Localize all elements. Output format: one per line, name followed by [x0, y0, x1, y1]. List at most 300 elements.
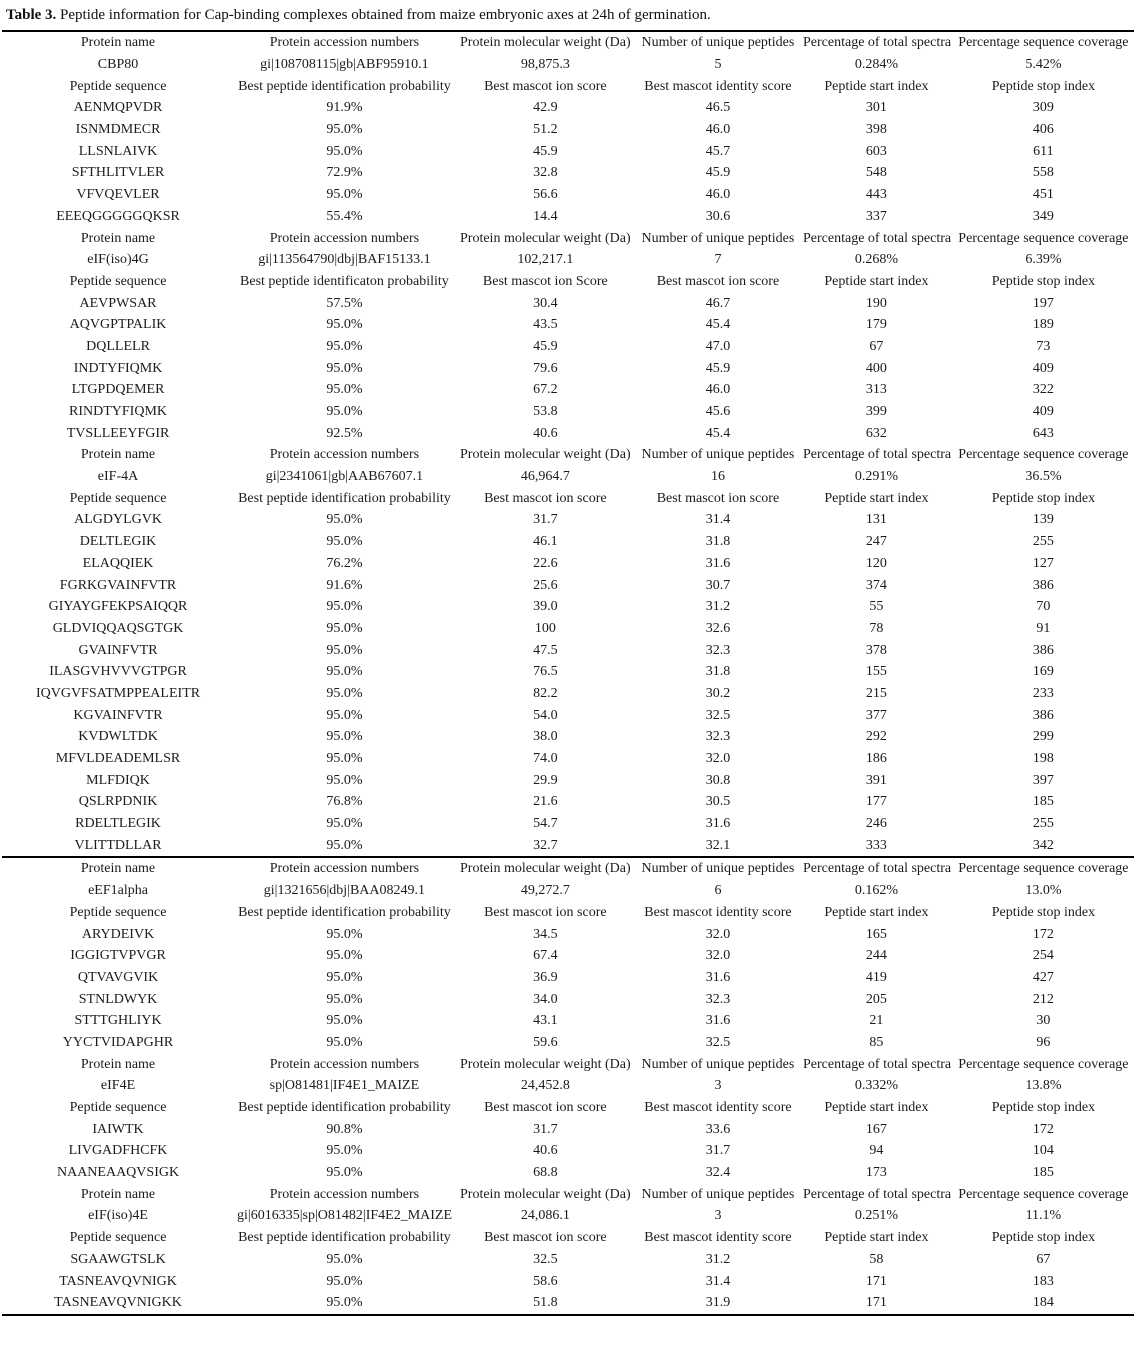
- peptide-data-row: [2, 945, 1134, 967]
- peptide-start-cell: 179: [865, 317, 887, 333]
- peptide-stop-cell-header: Peptide stop index: [991, 904, 1096, 920]
- protein-header-row: [2, 444, 1134, 466]
- total-spectra-cell-header: Percentage of total spectra: [803, 230, 952, 246]
- identification-probability-cell: 95.0%: [326, 1143, 363, 1159]
- protein-mw-cell: 102,217.1: [517, 252, 574, 268]
- peptide-stop-cell: 139: [1032, 512, 1054, 528]
- identification-probability-cell: 95.0%: [326, 1251, 363, 1267]
- peptide-data-row: [2, 1118, 1134, 1140]
- peptide-start-cell: 165: [865, 926, 887, 942]
- mascot-ion-score-cell: 100: [534, 620, 556, 636]
- mascot-ion-score-cell: 67.2: [533, 382, 558, 398]
- identification-probability-cell: 95.0%: [326, 338, 363, 354]
- peptide-start-cell-header: Peptide start index: [824, 490, 929, 506]
- mascot-ion-score-cell-header: Best mascot ion score: [484, 78, 607, 94]
- mascot-identity-score-cell: 31.6: [705, 969, 731, 985]
- protein-name-cell: eEF1alpha: [88, 883, 148, 899]
- peptide-data-row: [2, 357, 1134, 379]
- peptide-start-cell: 443: [865, 187, 887, 203]
- mascot-ion-score-cell: 51.2: [533, 122, 558, 138]
- identification-probability-cell: 95.0%: [326, 382, 363, 398]
- peptide-stop-cell-header: Peptide stop index: [991, 1100, 1096, 1116]
- peptide-data-row: [2, 140, 1134, 162]
- peptide-start-cell: 131: [865, 512, 887, 528]
- peptide-data-row: [2, 119, 1134, 141]
- mascot-ion-score-cell: 39.0: [533, 599, 558, 615]
- total-spectra-cell: 0.284%: [854, 57, 898, 73]
- peptide-sequence-cell: SGAAWGTSLK: [70, 1251, 166, 1267]
- protein-accession-cell-header: Protein accession numbers: [269, 447, 420, 463]
- peptide-sequence-cell: ELAQQIEK: [82, 555, 154, 571]
- peptide-data-row: [2, 162, 1134, 184]
- protein-accession-cell-header: Protein accession numbers: [269, 1186, 420, 1202]
- peptide-start-cell: 391: [865, 772, 887, 788]
- peptide-sequence-cell-header: Peptide sequence: [69, 273, 167, 289]
- peptide-start-cell: 21: [869, 1013, 884, 1029]
- protein-mw-cell: 24,452.8: [520, 1078, 570, 1094]
- mascot-identity-score-cell: 32.3: [705, 729, 731, 745]
- peptide-data-row: [2, 336, 1134, 358]
- peptide-data-row: [2, 618, 1134, 640]
- identification-probability-cell: 95.0%: [326, 1013, 363, 1029]
- peptide-start-cell: 186: [865, 751, 887, 767]
- mascot-identity-score-cell-header: Best mascot identity score: [644, 1230, 792, 1246]
- protein-accession-cell-header: Protein accession numbers: [269, 230, 420, 246]
- mascot-identity-score-cell: 30.6: [705, 208, 731, 224]
- protein-mw-cell-header: Protein molecular weight (Da): [460, 447, 631, 463]
- peptide-sequence-cell: IQVGVFSATMPPEALEITR: [35, 685, 201, 701]
- peptide-stop-cell: 233: [1032, 685, 1054, 701]
- peptide-stop-cell: 406: [1032, 122, 1054, 138]
- peptide-start-cell: 374: [865, 577, 887, 593]
- peptide-header-row: [2, 1097, 1134, 1119]
- mascot-identity-score-cell: 32.0: [705, 948, 731, 964]
- mascot-identity-score-cell-header: Best mascot ion score: [656, 273, 780, 289]
- protein-mw-cell: 49,272.7: [520, 883, 570, 899]
- peptide-stop-cell: 172: [1032, 926, 1054, 942]
- identification-probability-cell: 90.8%: [326, 1121, 363, 1137]
- protein-mw-cell-header: Protein molecular weight (Da): [460, 230, 631, 246]
- peptide-sequence-cell: TASNEAVQVNIGK: [59, 1273, 177, 1289]
- mascot-ion-score-cell: 68.8: [533, 1165, 558, 1181]
- peptide-data-row: [2, 422, 1134, 444]
- protein-accession-cell: gi|113564790|dbj|BAF15133.1: [258, 252, 431, 268]
- peptide-data-row: [2, 988, 1134, 1010]
- peptide-sequence-cell-header: Peptide sequence: [69, 1100, 167, 1116]
- identification-probability-cell: 95.0%: [326, 642, 363, 658]
- mascot-identity-score-cell: 31.7: [705, 1143, 731, 1159]
- protein-name-cell-header: Protein name: [2, 857, 234, 880]
- protein-data-row: [2, 1075, 1134, 1097]
- identification-probability-cell-header: Best peptide identificaton probability: [240, 273, 449, 289]
- mascot-ion-score-cell: 42.9: [533, 100, 558, 116]
- sequence-coverage-cell-header: Percentage sequence coverage: [953, 857, 1134, 880]
- peptide-stop-cell: 386: [1032, 707, 1054, 723]
- total-spectra-cell: 0.268%: [854, 252, 898, 268]
- peptide-start-cell-header: Peptide start index: [824, 1230, 929, 1246]
- identification-probability-cell: 95.0%: [326, 317, 363, 333]
- peptide-stop-cell: 643: [1032, 425, 1054, 441]
- mascot-ion-score-cell: 32.5: [533, 1251, 558, 1267]
- mascot-identity-score-cell-header: Best mascot identity score: [644, 1100, 792, 1116]
- peptide-start-cell: 603: [865, 143, 887, 159]
- mascot-identity-score-cell: 45.6: [705, 404, 731, 420]
- mascot-ion-score-cell: 36.9: [533, 969, 558, 985]
- peptide-stop-cell: 172: [1032, 1121, 1054, 1137]
- peptide-sequence-cell: EEEQGGGGGQKSR: [56, 208, 180, 224]
- peptide-header-row: [2, 271, 1134, 293]
- protein-data-row: [2, 249, 1134, 271]
- peptide-start-cell: 246: [865, 816, 887, 832]
- peptide-stop-cell: 70: [1036, 599, 1051, 615]
- total-spectra-cell: 0.291%: [854, 469, 898, 485]
- peptide-start-cell: 120: [865, 555, 887, 571]
- mascot-ion-score-cell: 21.6: [533, 794, 558, 810]
- protein-data-row: [2, 880, 1134, 902]
- identification-probability-cell: 95.0%: [326, 143, 363, 159]
- identification-probability-cell: 95.0%: [326, 599, 363, 615]
- peptide-sequence-cell: IGGIGTVPVGR: [70, 948, 166, 964]
- peptide-sequence-cell: QSLRPDNIK: [78, 794, 158, 810]
- peptide-sequence-cell: DQLLELR: [86, 338, 150, 354]
- peptide-data-row: [2, 661, 1134, 683]
- protein-accession-cell: gi|6016335|sp|O81482|IF4E2_MAIZE: [237, 1208, 453, 1224]
- identification-probability-cell: 55.4%: [326, 208, 363, 224]
- peptide-sequence-cell: LLSNLAIVK: [78, 143, 158, 159]
- mascot-ion-score-cell: 58.6: [533, 1273, 558, 1289]
- protein-name-cell-header: Protein name: [80, 1056, 156, 1072]
- peptide-sequence-cell: STTTGHLIYK: [74, 1013, 162, 1029]
- mascot-identity-score-cell: 30.8: [705, 772, 731, 788]
- peptide-sequence-cell: KVDWLTDK: [78, 729, 158, 745]
- peptide-data-row: [2, 748, 1134, 770]
- peptide-data-row: [2, 1162, 1134, 1184]
- peptide-sequence-cell: INDTYFIQMK: [73, 360, 163, 376]
- mascot-ion-score-cell: 34.0: [533, 991, 558, 1007]
- protein-accession-cell: gi|1321656|dbj|BAA08249.1: [263, 883, 426, 899]
- peptide-data-row: [2, 379, 1134, 401]
- identification-probability-cell: 95.0%: [326, 707, 363, 723]
- protein-header-row: [2, 857, 1134, 880]
- total-spectra-cell-header: Percentage of total spectra: [803, 35, 952, 51]
- peptide-sequence-cell: MLFDIQK: [86, 772, 150, 788]
- mascot-identity-score-cell: 32.0: [705, 926, 731, 942]
- peptide-start-cell: 171: [865, 1295, 887, 1311]
- peptide-stop-cell: 427: [1032, 969, 1054, 985]
- peptide-start-cell: 205: [865, 991, 887, 1007]
- mascot-ion-score-cell: 74.0: [533, 751, 558, 767]
- total-spectra-cell-header: Percentage of total spectra: [800, 857, 953, 880]
- protein-name-cell: CBP80: [97, 57, 139, 73]
- unique-peptides-cell: 16: [710, 469, 725, 485]
- unique-peptides-cell-header: Number of unique peptides: [636, 857, 800, 880]
- protein-name-cell-header: Protein name: [80, 447, 156, 463]
- protein-header-row: [2, 227, 1134, 249]
- sequence-coverage-cell: 6.39%: [1025, 252, 1062, 268]
- protein-data-row: [2, 1205, 1134, 1227]
- mascot-identity-score-cell: 46.0: [705, 187, 731, 203]
- mascot-identity-score-cell: 32.0: [705, 751, 731, 767]
- peptide-stop-cell: 104: [1032, 1143, 1054, 1159]
- peptide-data-row: [2, 574, 1134, 596]
- peptide-start-cell: 378: [865, 642, 887, 658]
- sequence-coverage-cell-header: Percentage sequence coverage: [958, 230, 1129, 246]
- peptide-start-cell: 85: [869, 1034, 884, 1050]
- mascot-identity-score-cell: 32.5: [705, 707, 731, 723]
- mascot-identity-score-cell: 31.2: [705, 599, 731, 615]
- mascot-ion-score-cell: 14.4: [533, 208, 558, 224]
- unique-peptides-cell: 3: [714, 1078, 722, 1094]
- mascot-ion-score-cell: 32.8: [533, 165, 558, 181]
- peptide-stop-cell: 30: [1036, 1013, 1051, 1029]
- mascot-ion-score-cell: 38.0: [533, 729, 558, 745]
- peptide-stop-cell: 197: [1032, 295, 1054, 311]
- peptide-data-row: [2, 769, 1134, 791]
- peptide-sequence-cell: YYCTVIDAPGHR: [62, 1034, 174, 1050]
- protein-name-cell: eIF-4A: [97, 469, 139, 485]
- identification-probability-cell: 95.0%: [326, 620, 363, 636]
- identification-probability-cell: 72.9%: [326, 165, 363, 181]
- peptide-stop-cell: 254: [1032, 948, 1054, 964]
- peptide-header-row: [2, 902, 1134, 924]
- peptide-stop-cell: 299: [1032, 729, 1054, 745]
- peptide-sequence-cell: TASNEAVQVNIGKK: [54, 1295, 182, 1311]
- mascot-identity-score-cell: 32.3: [705, 642, 731, 658]
- protein-accession-cell-header: Protein accession numbers: [269, 1056, 420, 1072]
- peptide-stop-cell: 397: [1032, 772, 1054, 788]
- peptide-stop-cell: 212: [1032, 991, 1054, 1007]
- peptide-stop-cell-header: Peptide stop index: [991, 273, 1096, 289]
- identification-probability-cell: 95.0%: [326, 360, 363, 376]
- peptide-sequence-cell: SFTHLITVLER: [71, 165, 165, 181]
- protein-name-cell: eIF(iso)4E: [88, 1208, 148, 1224]
- peptide-stop-cell: 386: [1032, 577, 1054, 593]
- identification-probability-cell-header: Best peptide identification probability: [238, 904, 451, 920]
- peptide-data-row: [2, 97, 1134, 119]
- peptide-data-row: [2, 726, 1134, 748]
- mascot-identity-score-cell: 31.6: [705, 816, 731, 832]
- peptide-data-row: [2, 1292, 1134, 1315]
- peptide-data-row: [2, 791, 1134, 813]
- identification-probability-cell: 91.9%: [326, 100, 363, 116]
- peptide-stop-cell: 409: [1032, 404, 1054, 420]
- peptide-stop-cell: 409: [1032, 360, 1054, 376]
- peptide-sequence-cell: MFVLDEADEMLSR: [55, 751, 181, 767]
- identification-probability-cell: 95.0%: [326, 404, 363, 420]
- peptide-stop-cell: 349: [1032, 208, 1054, 224]
- peptide-start-cell: 94: [869, 1143, 884, 1159]
- mascot-identity-score-cell-header: Best mascot identity score: [644, 904, 792, 920]
- peptide-stop-cell: 127: [1032, 555, 1054, 571]
- peptide-start-cell: 400: [865, 360, 887, 376]
- peptide-sequence-cell-header: Peptide sequence: [69, 904, 167, 920]
- mascot-identity-score-cell: 31.4: [705, 1273, 731, 1289]
- sequence-coverage-cell: 5.42%: [1025, 57, 1062, 73]
- peptide-start-cell: 173: [865, 1165, 887, 1181]
- peptide-data-row: [2, 1249, 1134, 1271]
- mascot-identity-score-cell: 33.6: [705, 1121, 731, 1137]
- peptide-stop-cell: 451: [1032, 187, 1054, 203]
- protein-accession-cell: gi|108708115|gb|ABF95910.1: [260, 57, 429, 73]
- mascot-identity-score-cell: 45.4: [705, 317, 731, 333]
- peptide-data-row: [2, 292, 1134, 314]
- peptide-data-row: [2, 314, 1134, 336]
- peptide-stop-cell: 386: [1032, 642, 1054, 658]
- peptide-start-cell: 548: [865, 165, 887, 181]
- total-spectra-cell: 0.251%: [854, 1208, 898, 1224]
- identification-probability-cell: 76.2%: [326, 555, 363, 571]
- mascot-ion-score-cell: 76.5: [533, 664, 558, 680]
- peptide-data-row: [2, 813, 1134, 835]
- mascot-ion-score-cell: 40.6: [533, 1143, 558, 1159]
- protein-mw-cell-header: Protein molecular weight (Da): [460, 1056, 631, 1072]
- protein-header-row: [2, 1183, 1134, 1205]
- mascot-ion-score-cell-header: Best mascot ion score: [484, 490, 607, 506]
- mascot-identity-score-cell: 30.2: [705, 685, 731, 701]
- peptide-data-row: [2, 509, 1134, 531]
- protein-mw-cell: 46,964.7: [520, 469, 570, 485]
- mascot-identity-score-cell: 31.4: [705, 512, 731, 528]
- identification-probability-cell: 95.0%: [326, 772, 363, 788]
- sequence-coverage-cell: 13.0%: [1025, 883, 1062, 899]
- peptide-start-cell: 377: [865, 707, 887, 723]
- mascot-ion-score-cell: 54.0: [533, 707, 558, 723]
- peptide-sequence-cell: TVSLLEEYFGIR: [66, 425, 170, 441]
- unique-peptides-cell-header: Number of unique peptides: [641, 1186, 795, 1202]
- peptide-stop-cell: 322: [1032, 382, 1054, 398]
- mascot-identity-score-cell: 30.7: [705, 577, 731, 593]
- peptide-sequence-cell-header: Peptide sequence: [69, 78, 167, 94]
- peptide-stop-cell-header: Peptide stop index: [991, 78, 1096, 94]
- peptide-sequence-cell: VLITTDLLAR: [74, 837, 162, 853]
- protein-header-row: [2, 1053, 1134, 1075]
- unique-peptides-cell: 3: [714, 1208, 722, 1224]
- peptide-start-cell: 55: [869, 599, 884, 615]
- peptide-start-cell: 244: [865, 948, 887, 964]
- peptide-sequence-cell: LTGPDQEMER: [71, 382, 165, 398]
- unique-peptides-cell-header: Number of unique peptides: [641, 230, 795, 246]
- peptide-stop-cell: 309: [1032, 100, 1054, 116]
- peptide-header-row: [2, 487, 1134, 509]
- peptide-start-cell: 177: [865, 794, 887, 810]
- peptide-data-row: [2, 531, 1134, 553]
- peptide-data-row: [2, 553, 1134, 575]
- mascot-identity-score-cell: 45.7: [705, 143, 731, 159]
- table-caption: [6, 6, 1134, 24]
- mascot-ion-score-cell: 45.9: [533, 338, 558, 354]
- peptide-sequence-cell: NAANEAAQVSIGK: [56, 1165, 180, 1181]
- mascot-ion-score-cell: 59.6: [533, 1034, 558, 1050]
- peptide-sequence-cell: FGRKGVAINFVTR: [59, 577, 177, 593]
- peptide-start-cell: 167: [865, 1121, 887, 1137]
- peptide-sequence-cell: LIVGADFHCFK: [68, 1143, 168, 1159]
- mascot-ion-score-cell: 43.1: [533, 1013, 558, 1029]
- peptide-stop-cell: 198: [1032, 751, 1054, 767]
- peptide-stop-cell: 185: [1032, 794, 1054, 810]
- identification-probability-cell: 57.5%: [326, 295, 363, 311]
- mascot-ion-score-cell: 43.5: [533, 317, 558, 333]
- peptide-start-cell: 632: [865, 425, 887, 441]
- mascot-identity-score-cell: 31.8: [705, 534, 731, 550]
- peptide-data-row: [2, 683, 1134, 705]
- identification-probability-cell-header: Best peptide identification probability: [238, 490, 451, 506]
- sequence-coverage-cell: 36.5%: [1025, 469, 1062, 485]
- mascot-ion-score-cell: 47.5: [533, 642, 558, 658]
- mascot-identity-score-cell: 31.2: [705, 1251, 731, 1267]
- protein-accession-cell: sp|O81481|IF4E1_MAIZE: [269, 1078, 420, 1094]
- peptide-start-cell-header: Peptide start index: [824, 273, 929, 289]
- peptide-sequence-cell: RDELTLEGIK: [75, 816, 161, 832]
- peptide-stop-cell: 342: [1032, 837, 1054, 853]
- protein-name-cell: eIF(iso)4G: [87, 252, 149, 268]
- peptide-sequence-cell: GVAINFVTR: [78, 642, 158, 658]
- table-caption-label: Table 3.: [6, 7, 57, 23]
- peptide-data-row: [2, 704, 1134, 726]
- mascot-ion-score-cell: 32.7: [533, 837, 558, 853]
- mascot-identity-score-cell: 32.6: [705, 620, 731, 636]
- peptide-stop-cell: 185: [1032, 1165, 1054, 1181]
- peptide-sequence-cell: DELTLEGIK: [79, 534, 157, 550]
- peptide-sequence-cell: VFVQEVLER: [76, 187, 160, 203]
- mascot-ion-score-cell: 31.7: [533, 1121, 558, 1137]
- total-spectra-cell: 0.332%: [854, 1078, 898, 1094]
- peptide-data-row: [2, 596, 1134, 618]
- peptide-start-cell-header: Peptide start index: [824, 1100, 929, 1116]
- peptide-sequence-cell: RINDTYFIQMK: [69, 404, 168, 420]
- identification-probability-cell: 91.6%: [326, 577, 363, 593]
- peptide-sequence-cell: ISNMDMECR: [75, 122, 161, 138]
- protein-mw-cell-header: Protein molecular weight (Da): [455, 857, 636, 880]
- mascot-identity-score-cell: 45.4: [705, 425, 731, 441]
- peptide-start-cell: 292: [865, 729, 887, 745]
- mascot-ion-score-cell: 30.4: [533, 295, 558, 311]
- unique-peptides-cell: 6: [714, 883, 722, 899]
- mascot-ion-score-cell-header: Best mascot ion score: [484, 904, 607, 920]
- peptide-stop-cell: 91: [1036, 620, 1051, 636]
- unique-peptides-cell: 7: [714, 252, 722, 268]
- peptide-stop-cell: 73: [1036, 338, 1051, 354]
- sequence-coverage-cell-header: Percentage sequence coverage: [958, 1056, 1129, 1072]
- mascot-ion-score-cell: 46.1: [533, 534, 558, 550]
- mascot-identity-score-cell: 31.9: [705, 1295, 731, 1311]
- peptide-sequence-cell: IAIWTK: [92, 1121, 144, 1137]
- mascot-ion-score-cell: 31.7: [533, 512, 558, 528]
- mascot-ion-score-cell: 56.6: [533, 187, 558, 203]
- identification-probability-cell: 76.8%: [326, 794, 363, 810]
- protein-header-row: [2, 31, 1134, 54]
- peptide-start-cell: 419: [865, 969, 887, 985]
- protein-name-cell: eIF4E: [100, 1078, 136, 1094]
- peptide-data-row: [2, 967, 1134, 989]
- peptide-sequence-cell: ARYDEIVK: [81, 926, 155, 942]
- identification-probability-cell: 95.0%: [326, 1273, 363, 1289]
- peptide-stop-cell: 611: [1033, 143, 1054, 159]
- mascot-identity-score-cell: 46.7: [705, 295, 731, 311]
- mascot-ion-score-cell-header: Best mascot ion score: [484, 1100, 607, 1116]
- unique-peptides-cell-header: Number of unique peptides: [641, 447, 795, 463]
- peptide-sequence-cell: AQVGPTPALIK: [69, 317, 167, 333]
- mascot-identity-score-cell: 46.0: [705, 122, 731, 138]
- identification-probability-cell: 95.0%: [326, 1034, 363, 1050]
- peptide-sequence-cell-header: Peptide sequence: [69, 490, 167, 506]
- peptide-stop-cell: 183: [1032, 1273, 1054, 1289]
- mascot-ion-score-cell: 45.9: [533, 143, 558, 159]
- mascot-ion-score-cell-header: Best mascot ion Score: [482, 273, 608, 289]
- identification-probability-cell: 95.0%: [326, 1295, 363, 1311]
- identification-probability-cell: 95.0%: [326, 816, 363, 832]
- peptide-data-row: [2, 206, 1134, 228]
- mascot-identity-score-cell: 30.5: [705, 794, 731, 810]
